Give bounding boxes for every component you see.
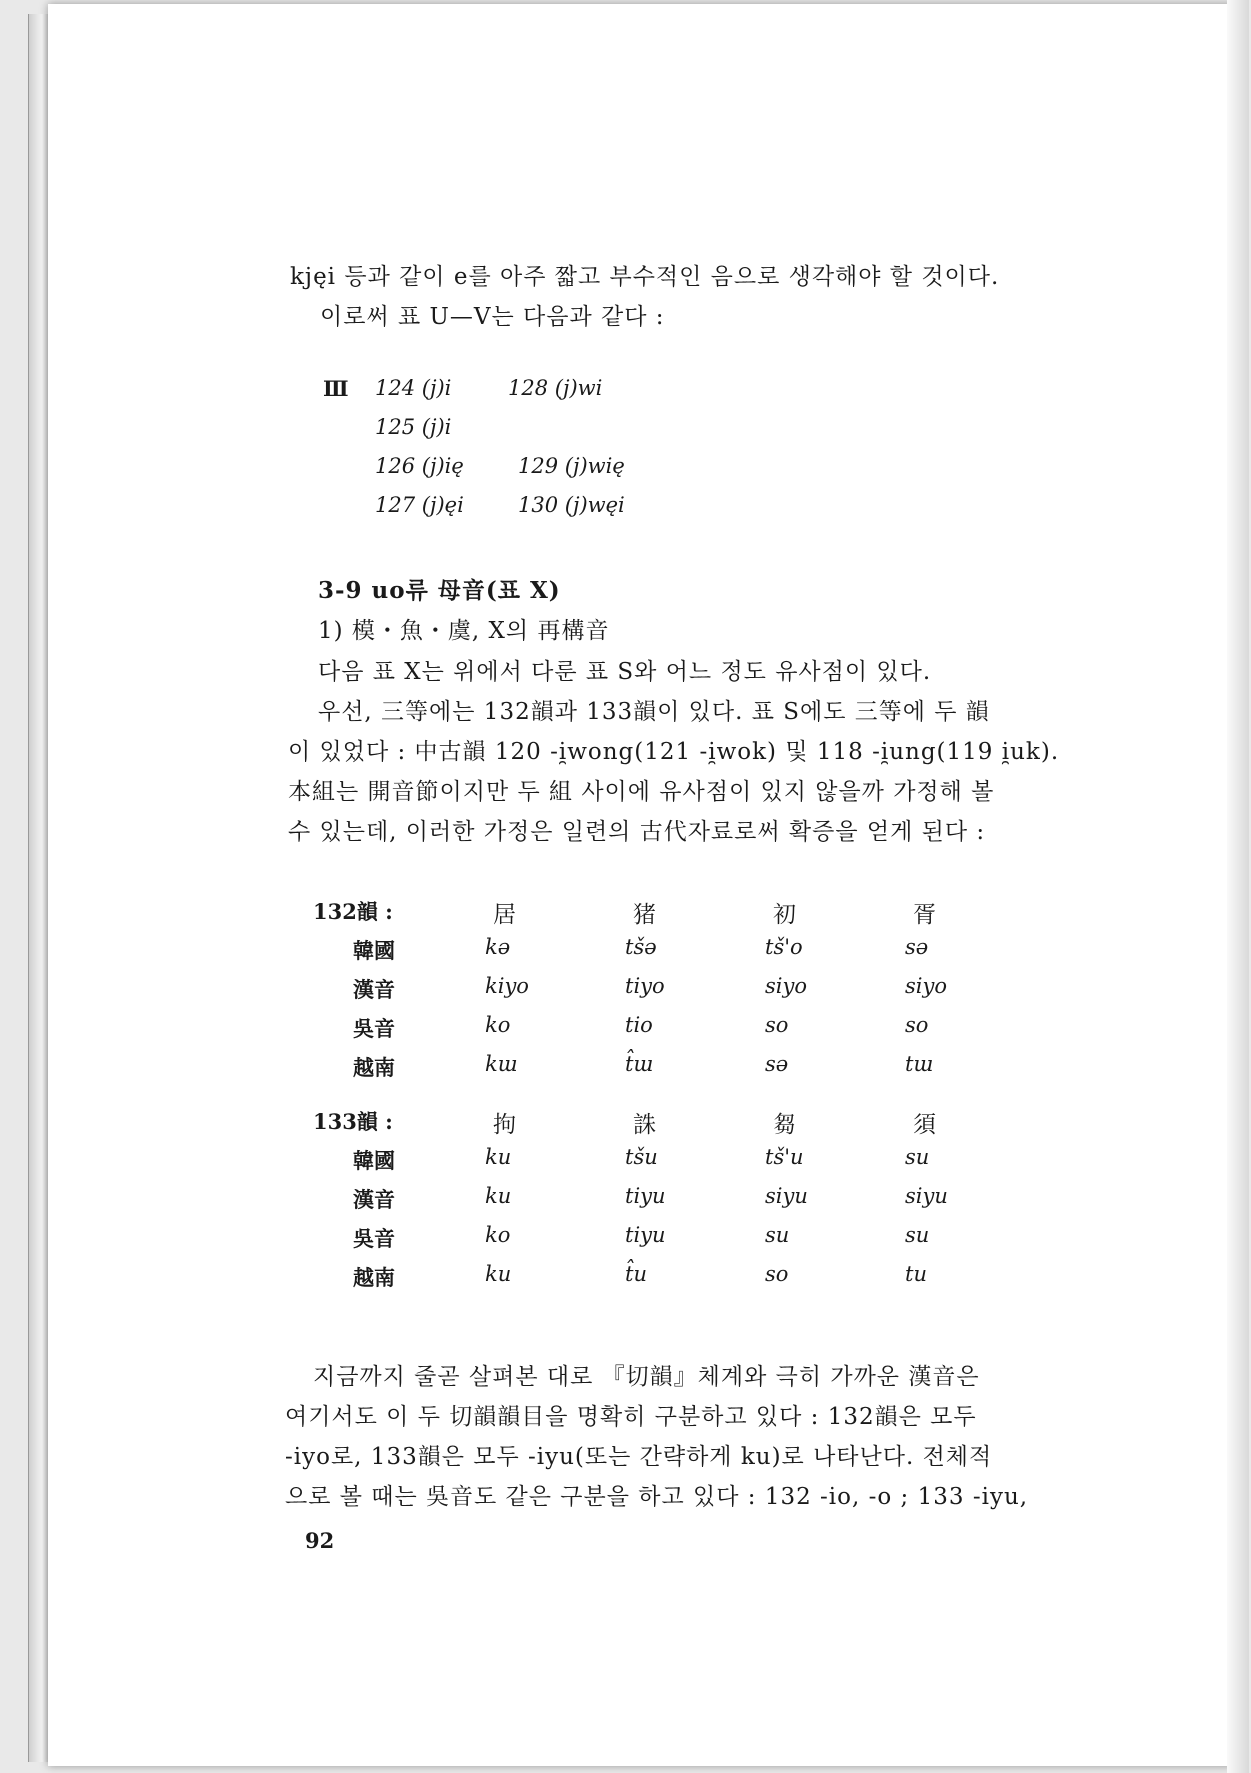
reading-source-label: 韓國 xyxy=(353,1148,395,1173)
reading-cell: siyo xyxy=(765,974,807,998)
paragraph-line: 지금까지 줄곧 살펴본 대로 『切韻』체계와 극히 가까운 漢音은 xyxy=(313,1364,980,1390)
reading-cell: tš'u xyxy=(765,1145,804,1169)
reading-cell: ku xyxy=(485,1184,512,1208)
character-heading: 胥 xyxy=(913,902,936,928)
paragraph-line: -iyo로, 133韻은 모두 -iyu(또는 간략하게 ku)로 나타난다. 전체적 xyxy=(285,1444,993,1470)
uv-cell: 128 (j)wi xyxy=(508,376,603,400)
reading-cell: tiyu xyxy=(625,1184,666,1208)
reading-cell: ku xyxy=(485,1145,512,1169)
reading-cell: tɯ xyxy=(905,1052,934,1076)
paragraph-line: 으로 볼 때는 吳音도 같은 구분을 하고 있다 : 132 -io, -o ; 133 -iyu, xyxy=(285,1484,1029,1510)
subheading: 1) 模・魚・虞, X의 再構音 xyxy=(318,618,610,644)
reading-cell: su xyxy=(905,1145,930,1169)
intro-line-2: 이로써 표 U—V는 다음과 같다 : xyxy=(320,304,665,330)
reading-cell: tio xyxy=(625,1013,653,1037)
reading-cell: ku xyxy=(485,1262,512,1286)
reading-cell: t̂ɯ xyxy=(625,1052,654,1076)
reading-cell: ko xyxy=(485,1013,511,1037)
character-heading: 芻 xyxy=(773,1112,796,1138)
reading-cell: kiyo xyxy=(485,974,529,998)
uv-group-label: Ⅲ xyxy=(323,376,349,401)
character-heading: 誅 xyxy=(633,1112,656,1138)
reading-source-label: 越南 xyxy=(353,1265,395,1290)
intro-line-1: kjęi 등과 같이 e를 아주 짧고 부수적인 음으로 생각해야 할 것이다. xyxy=(290,264,1000,290)
uv-cell: 130 (j)węi xyxy=(518,493,625,517)
reading-cell: kə xyxy=(485,935,511,959)
reading-cell: ko xyxy=(485,1223,511,1247)
reading-cell: tš'o xyxy=(765,935,803,959)
group-label: 133韻 : xyxy=(313,1109,393,1134)
paragraph-line: 수 있는데, 이러한 가정은 일련의 古代자료로써 확증을 얻게 된다 : xyxy=(288,819,986,845)
page-right-margin xyxy=(1227,0,1249,1773)
reading-cell: su xyxy=(765,1223,790,1247)
reading-cell: so xyxy=(905,1013,929,1037)
reading-source-label: 越南 xyxy=(353,1055,395,1080)
reading-cell: so xyxy=(765,1013,789,1037)
reading-source-label: 吳音 xyxy=(353,1016,395,1041)
character-heading: 初 xyxy=(773,902,796,928)
reading-cell: tiyu xyxy=(625,1223,666,1247)
uv-cell: 124 (j)i xyxy=(375,376,452,400)
uv-cell: 126 (j)ię xyxy=(375,454,464,478)
reading-cell: tšu xyxy=(625,1145,658,1169)
reading-cell: tiyo xyxy=(625,974,665,998)
reading-cell: siyu xyxy=(905,1184,948,1208)
character-heading: 居 xyxy=(493,902,516,928)
reading-cell: sə xyxy=(765,1052,789,1076)
reading-cell: sə xyxy=(905,935,929,959)
reading-cell: siyu xyxy=(765,1184,808,1208)
paragraph-line: 여기서도 이 두 切韻韻目을 명확히 구분하고 있다 : 132韻은 모두 xyxy=(285,1404,977,1430)
paragraph-line: 本組는 開音節이지만 두 組 사이에 유사점이 있지 않을까 가정해 볼 xyxy=(288,779,995,805)
uv-cell: 127 (j)ęi xyxy=(375,493,464,517)
reading-source-label: 韓國 xyxy=(353,938,395,963)
section-heading: 3-9 uo류 母音(표 X) xyxy=(318,577,561,604)
reading-cell: tšə xyxy=(625,935,657,959)
paragraph-line: 이 있었다 : 中古韻 120 -i̯wong(121 -i̯wok) 및 118 -i̯ung(119 i̯uk). xyxy=(288,739,1060,765)
reading-source-label: 吳音 xyxy=(353,1226,395,1251)
group-label: 132韻 : xyxy=(313,899,393,924)
reading-cell: tu xyxy=(905,1262,927,1286)
reading-cell: t̂u xyxy=(625,1262,647,1286)
reading-cell: kɯ xyxy=(485,1052,518,1076)
character-heading: 拘 xyxy=(493,1112,516,1138)
page-number: 92 xyxy=(305,1528,335,1553)
paragraph-line: 다음 표 X는 위에서 다룬 표 S와 어느 정도 유사점이 있다. xyxy=(318,659,932,685)
character-heading: 須 xyxy=(913,1112,936,1138)
reading-source-label: 漢音 xyxy=(353,977,395,1002)
reading-source-label: 漢音 xyxy=(353,1187,395,1212)
character-heading: 猪 xyxy=(633,902,656,928)
reading-cell: so xyxy=(765,1262,789,1286)
uv-cell: 129 (j)wię xyxy=(518,454,625,478)
reading-cell: siyo xyxy=(905,974,947,998)
paragraph-line: 우선, 三等에는 132韻과 133韻이 있다. 표 S에도 三等에 두 韻 xyxy=(318,699,990,725)
reading-cell: su xyxy=(905,1223,930,1247)
uv-cell: 125 (j)i xyxy=(375,415,452,439)
